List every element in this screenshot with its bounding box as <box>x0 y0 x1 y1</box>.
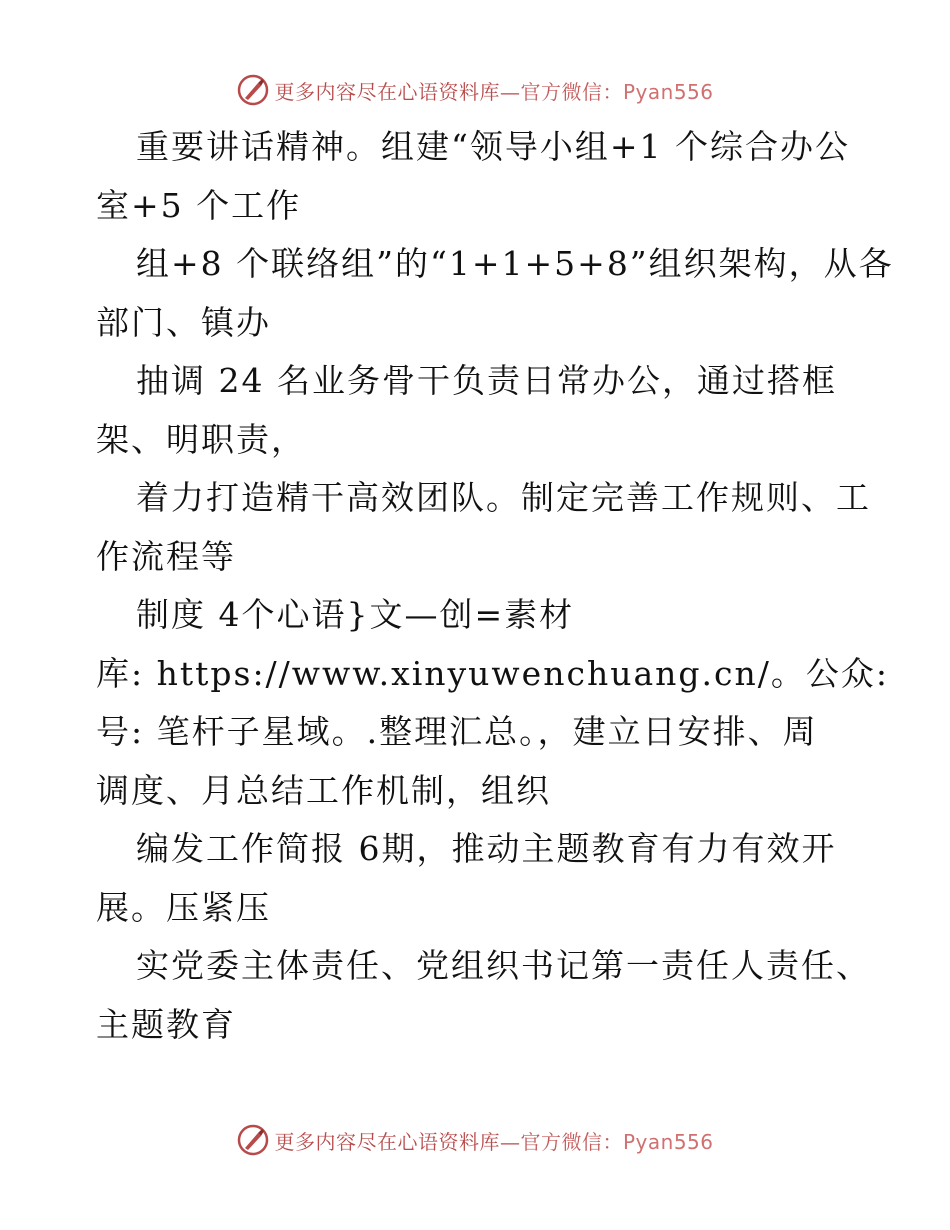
banner-title: 更多内容尽在心语资料库 <box>274 1129 500 1154</box>
wechat-label: 官方微信： <box>520 1129 623 1154</box>
text-line: 号: 笔杆子星域。.整理汇总。，建立日安排、周 <box>96 712 818 751</box>
text-line: 实党委主体责任、党组织书记第一责任人责任、 <box>136 946 871 985</box>
footer-banner <box>0 1118 950 1162</box>
pen-logo-icon <box>236 1123 270 1157</box>
text-line: 制度 4个心语}文—创=素材 <box>136 595 575 634</box>
text-line: 着力打造精干高效团队。制定完善工作规则、工 <box>136 478 871 517</box>
text-line: 部门、镇办 <box>96 302 271 342</box>
text-line: 架、明职责， <box>96 419 306 459</box>
banner-text <box>274 76 713 105</box>
text-line: 库: https://www.xinyuwenchuang.cn/。公众: <box>96 653 889 693</box>
text-line: 抽调 24 名业务骨干负责日常办公，通过搭框 <box>136 361 837 400</box>
text-line: 主题教育 <box>96 1004 236 1044</box>
header-banner <box>0 68 950 112</box>
text-line: 调度、月总结工作机制，组织 <box>96 770 551 810</box>
text-line: 组+8 个联络组”的“1+1+5+8”组织架构，从各 <box>136 244 894 283</box>
text-line: 重要讲话精神。组建“领导小组+1 个综合办公 <box>136 127 851 166</box>
text-line: 作流程等 <box>96 536 236 576</box>
pen-logo-icon <box>236 73 270 107</box>
wechat-id: Pyan556 <box>622 1129 714 1154</box>
document-body <box>96 118 894 1054</box>
wechat-label: 官方微信： <box>520 79 623 104</box>
wechat-id: Pyan556 <box>622 79 714 104</box>
banner-separator: — <box>499 79 521 104</box>
text-line: 编发工作简报 6期，推动主题教育有力有效开 <box>136 829 837 868</box>
banner-title: 更多内容尽在心语资料库 <box>274 79 500 104</box>
banner-separator: — <box>499 1129 521 1154</box>
text-line: 室+5 个工作 <box>96 185 302 225</box>
text-line: 展。压紧压 <box>96 887 271 927</box>
banner-text <box>274 1126 713 1155</box>
